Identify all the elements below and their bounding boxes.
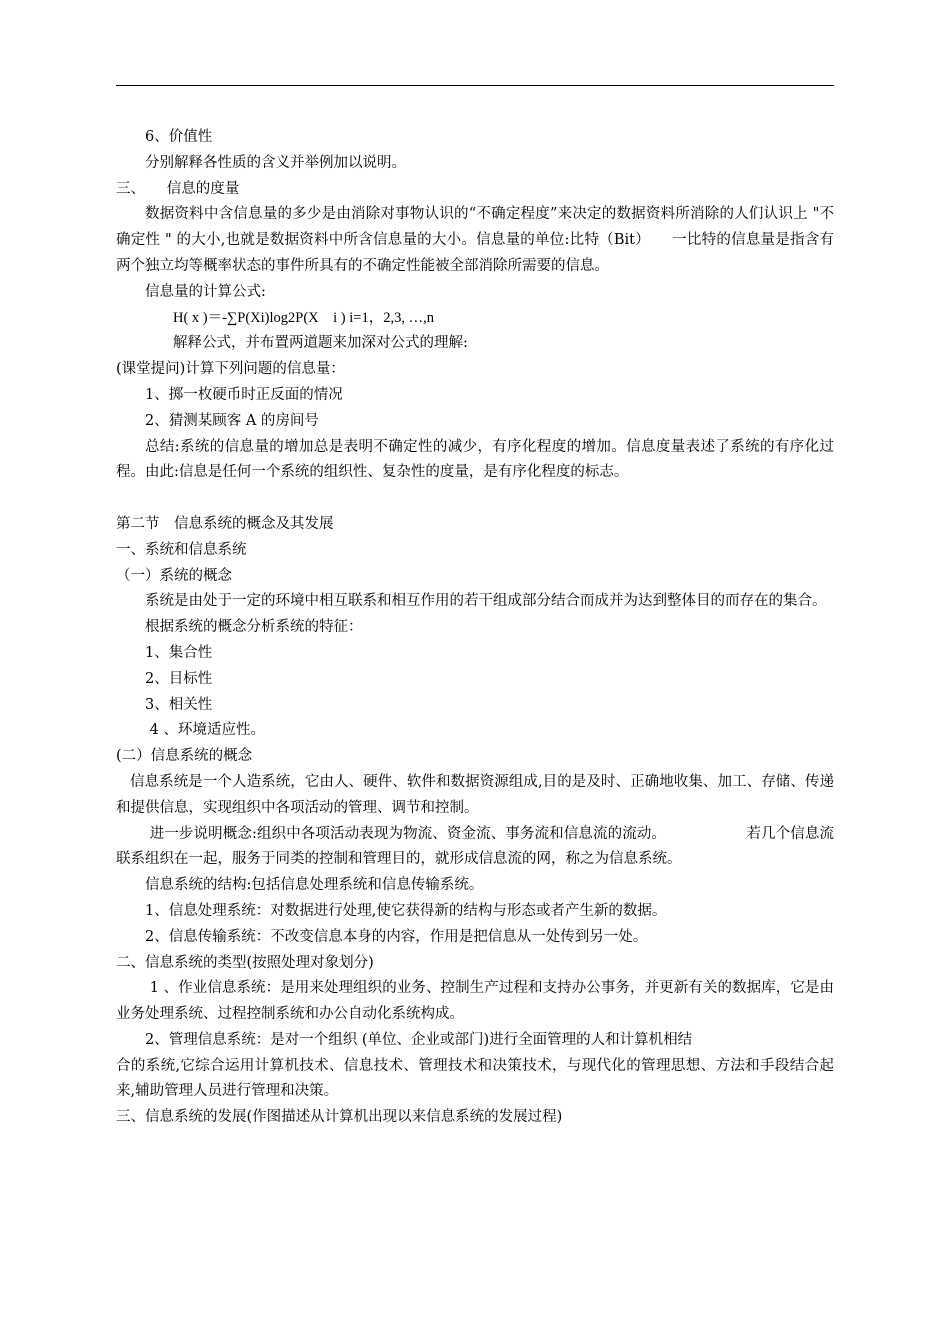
section-heading: 三、 信息的度量 [116,180,240,197]
spacer [116,486,834,512]
section-heading: 三、信息系统的发展(作图描述从计算机出现以来信息系统的发展过程) [116,1109,563,1126]
header-rule [116,85,834,86]
paragraph: 信息量的计算公式: [145,283,266,300]
section-heading: (二）信息系统的概念 [116,748,253,765]
list-item: 1、集合性 [145,644,213,661]
list-item: 2、目标性 [145,670,213,687]
paragraph: 数据资料中含信息量的多少是由消除对事物认识的“不确定程度”来决定的数据资料所消除的人们认识上 "不确定性 " 的大小,也就是数据资料中所含信息量的大小。信息量的单位:比特（Bit） 一比特的信息量是指含有两个独立均等概率状态的事件所具有的不确定性能被全部消除所需要的信息。 [116,206,834,274]
document-body [116,125,834,1131]
paragraph: 根据系统的概念分析系统的特征： [145,619,363,636]
list-item: 2、猜测某顾客 A 的房间号 [145,412,319,429]
list-item: 6、价值性 [145,129,213,145]
section-heading: 二、信息系统的类型(按照处理对象划分) [116,954,374,971]
paragraph: 总结:系统的信息量的增加总是表明不确定性的减少，有序化程度的增加。信息度量表述了系统的有序化过程。由此:信息是任何一个系统的组织性、复杂性的度量，是有序化程度的标志。 [116,438,834,481]
section-heading: （一）系统的概念 [116,567,232,584]
paragraph: 2、管理信息系统：是对一个组织 (单位、企业或部门)进行全面管理的人和计算机相结 [145,1031,693,1048]
list-item: 1、掷一枚硬币时正反面的情况 [145,386,343,403]
paragraph: 分别解释各性质的含义并举例加以说明。 [145,154,406,171]
paragraph: 合的系统,它综合运用计算机技术、信息技术、管理技术和决策技术，与现代化的管理思想、方法和手段结合起来,辅助管理人员进行管理和决策。 [116,1057,834,1100]
section-heading: 第二节 信息系统的概念及其发展 [116,515,334,532]
paragraph: 信息系统是一个人造系统，它由人、硬件、软件和数据资源组成,目的是及时、正确地收集、加工、存储、传递和提供信息，实现组织中各项活动的管理、调节和控制。 [116,773,834,816]
paragraph: 信息系统的结构:包括信息处理系统和信息传输系统。 [145,877,484,894]
paragraph: 1 、作业信息系统：是用来处理组织的业务、控制生产过程和支持办公事务，并更新有关的数据库，它是由业务处理系统、过程控制系统和办公自动化系统构成。 [116,980,834,1023]
paragraph: 解释公式，并布置两道题来加深对公式的理解: [173,335,468,352]
paragraph: 系统是由处于一定的环境中相互联系和相互作用的若干组成部分结合而成并为达到整体目的而存在的集合。 [145,593,827,610]
paragraph: (课堂提问)计算下列问题的信息量： [116,361,345,378]
list-item: 4 、环境适应性。 [145,722,265,739]
list-item: 3、相关性 [145,696,213,713]
list-item: 2、信息传输系统：不改变信息本身的内容，作用是把信息从一处传到另一处。 [145,928,648,945]
list-item: 1、信息处理系统：对数据进行处理,使它获得新的结构与形态或者产生新的数据。 [145,902,667,919]
section-heading: 一、系统和信息系统 [116,541,247,558]
paragraph: 进一步说明概念:组织中各项活动表现为物流、资金流、事务流和信息流的流动。 若几个信息流联系组织在一起，服务于同类的控制和管理目的，就形成信息流的网，称之为信息系统。 [116,825,834,868]
formula: H( x )＝-∑P(Xi)log2P(X i ) i=1，2,3, …,n [173,309,434,326]
